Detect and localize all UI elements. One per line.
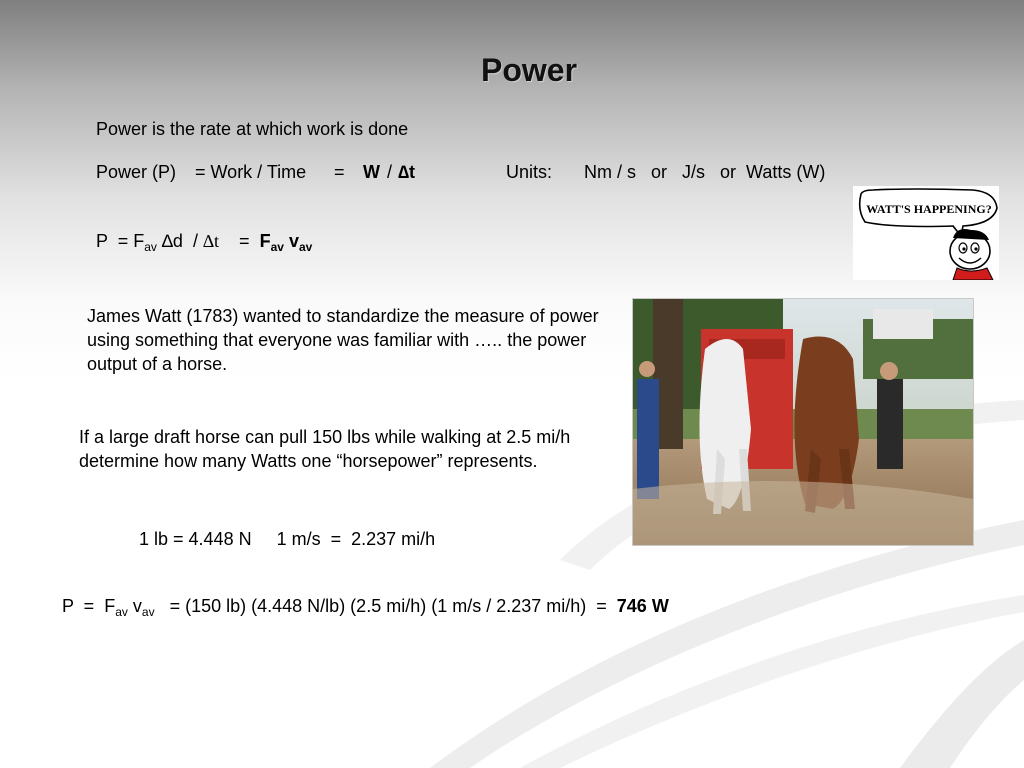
cartoon-caption: WATT'S HAPPENING? (866, 202, 992, 216)
power-formula-delta-t: ∆t (398, 162, 416, 182)
power-formula-equals: = (334, 162, 345, 182)
power-formula-w: W (363, 162, 380, 182)
horse-pulling-photo (632, 298, 974, 546)
james-watt-paragraph: James Watt (1783) wanted to standardize the measure of power using something that everyone was familiar with ….. the power output of a horse. (87, 306, 599, 374)
units-value: Nm / s or J/s or Watts (W) (584, 162, 826, 182)
final-answer: 746 W (616, 596, 669, 616)
horsepower-problem-paragraph: If a large draft horse can pull 150 lbs while walking at 2.5 mi/h determine how many Watts one “horsepower” represents. (79, 427, 571, 471)
final-calculation: $P = F_{av}$ $v_{av} = (150$ lb) (4.448 N/lb) (2.5 mi/h) (1 m/s / 2.237 mi/h) = 746 W (62, 596, 669, 619)
power-formula-work-time: = Work / Time (195, 162, 307, 182)
unit-conversions: 1 lb = 4.448 N 1 m/s = 2.237 mi/h (139, 529, 436, 549)
power-force-velocity-formula: $P = F_{av}$ ∆d / ∆t = $F_{av}$ $v_{av}$ (96, 231, 313, 254)
definition-text: Power is the rate at which work is done (96, 119, 409, 139)
power-formula-slash: / (387, 162, 393, 182)
watts-happening-cartoon (853, 186, 999, 280)
units-label: Units: (506, 162, 553, 182)
power-formula-lhs: Power (P) (96, 162, 177, 182)
slide-title: Power (480, 52, 578, 88)
